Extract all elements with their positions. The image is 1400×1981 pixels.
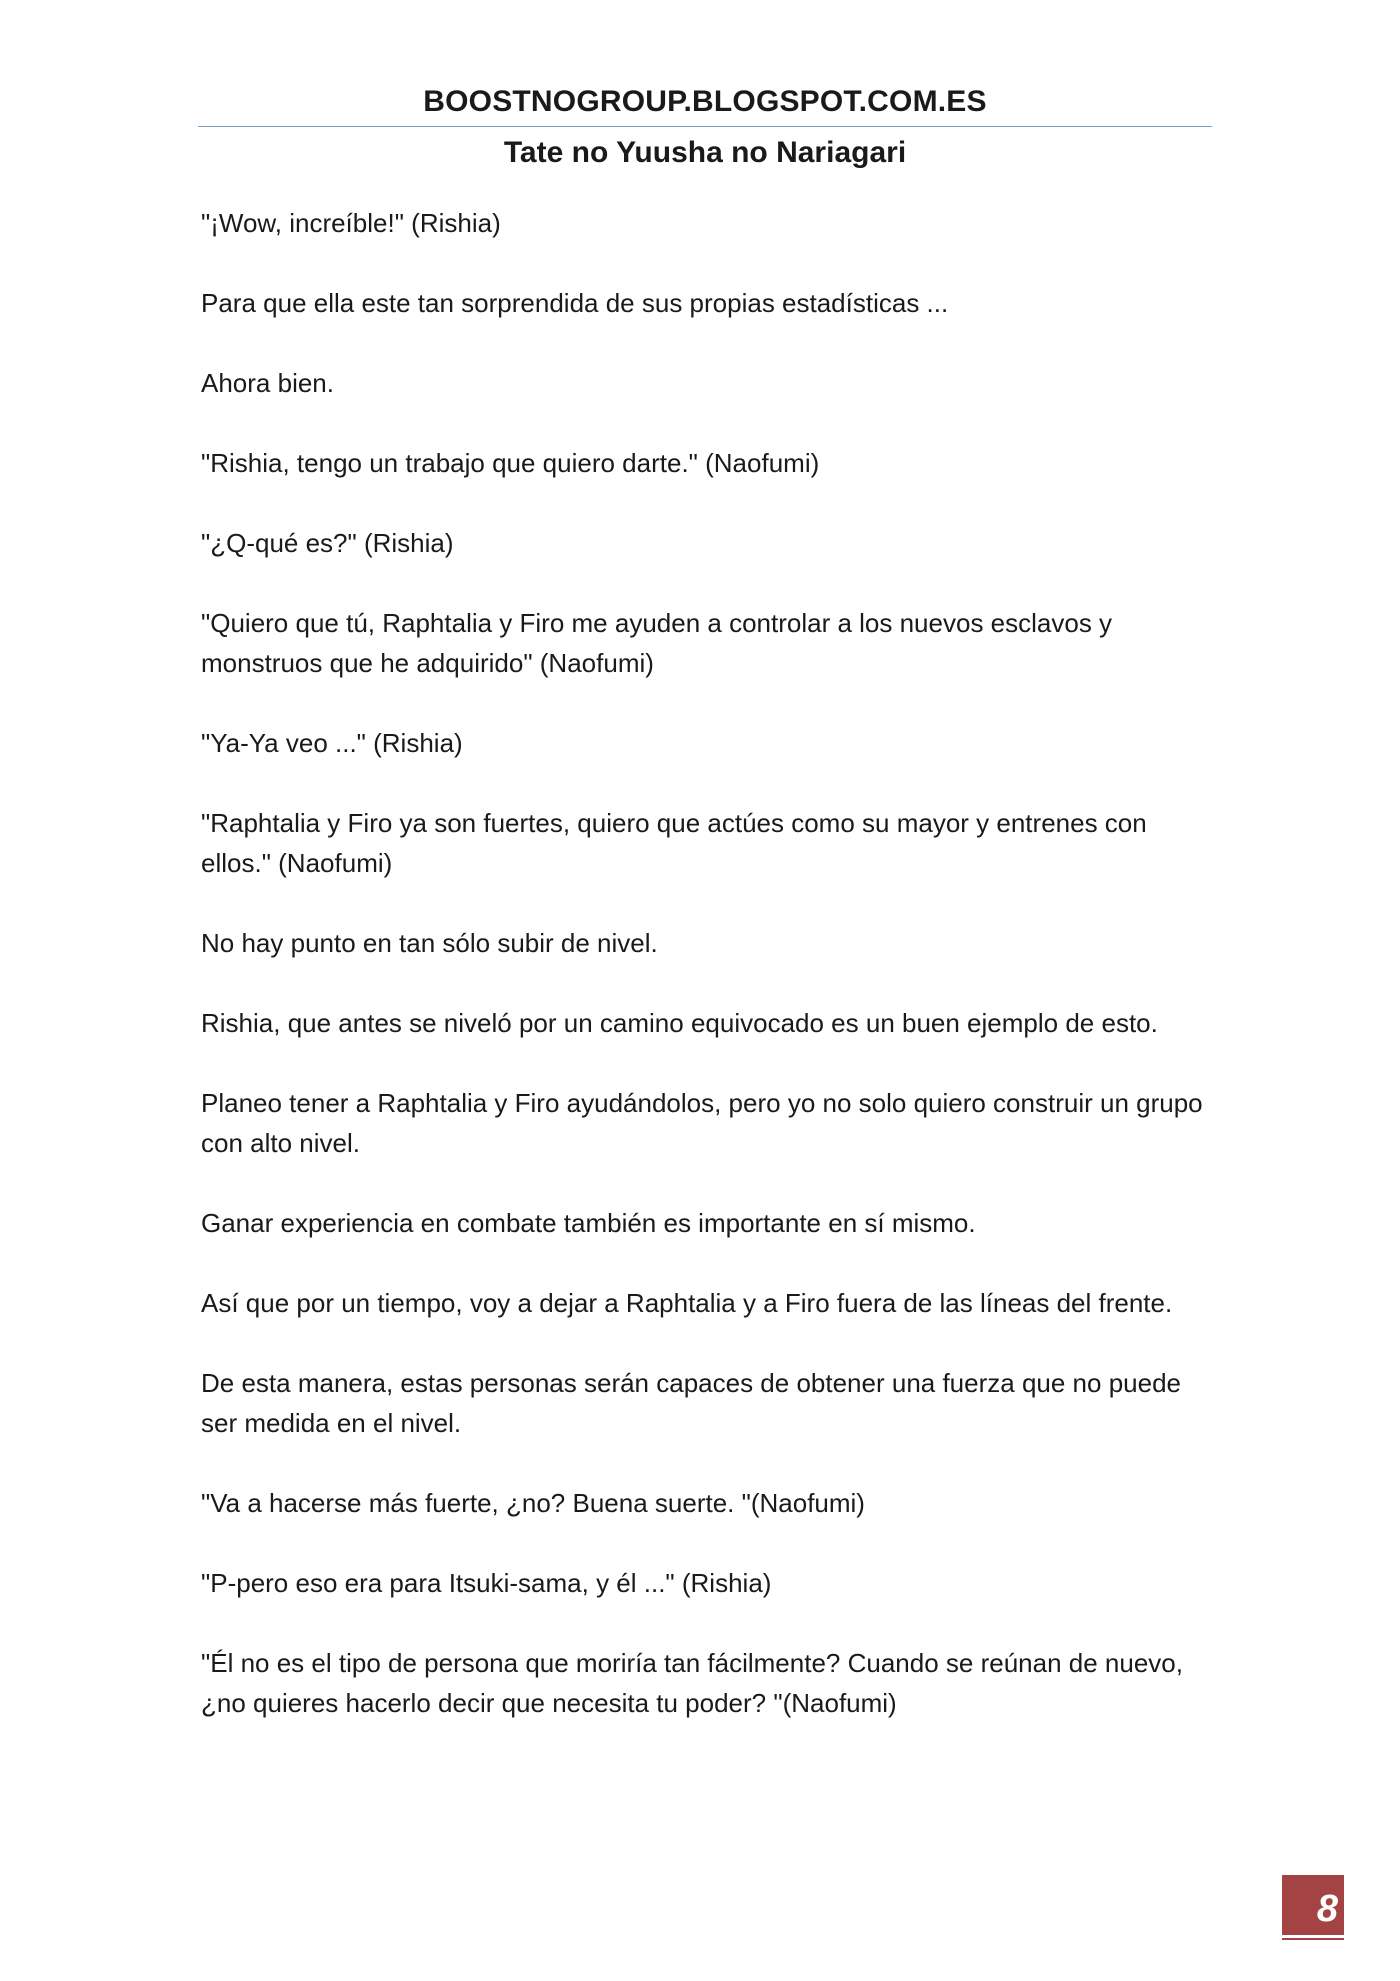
paragraph: "¡Wow, increíble!" (Rishia) [201, 208, 501, 238]
page-number-badge [1282, 1875, 1344, 1935]
paragraph: Ahora bien. [201, 368, 334, 398]
paragraph: "Va a hacerse más fuerte, ¿no? Buena suerte. "(Naofumi) [201, 1488, 865, 1518]
body-text [201, 203, 1211, 1763]
page-number-underline [1282, 1938, 1344, 1940]
paragraph: "Rishia, tengo un trabajo que quiero darte." (Naofumi) [201, 448, 820, 478]
paragraph: "¿Q-qué es?" (Rishia) [201, 528, 454, 558]
book-title: Tate no Yuusha no Nariagari [503, 136, 907, 169]
paragraph: Para que ella este tan sorprendida de sus propias estadísticas ... [201, 288, 949, 318]
paragraph: "Raphtalia y Firo ya son fuertes, quiero que actúes como su mayor y entrenes con ellos." (Naofumi) [201, 808, 1147, 878]
paragraph: Así que por un tiempo, voy a dejar a Raphtalia y a Firo fuera de las líneas del frente. [201, 1288, 1173, 1318]
paragraph: Planeo tener a Raphtalia y Firo ayudándolos, pero yo no solo quiero construir un grupo con alto nivel. [201, 1088, 1203, 1158]
paragraph: No hay punto en tan sólo subir de nivel. [201, 928, 658, 958]
paragraph: "Quiero que tú, Raphtalia y Firo me ayuden a controlar a los nuevos esclavos y monstruos que he adquirido" (Naofumi) [201, 608, 1113, 678]
paragraph: De esta manera, estas personas serán capaces de obtener una fuerza que no puede ser medida en el nivel. [201, 1368, 1181, 1438]
site-name: BOOSTNOGROUP.BLOGSPOT.COM.ES [423, 85, 987, 118]
header-divider [198, 126, 1212, 127]
paragraph: Ganar experiencia en combate también es importante en sí mismo. [201, 1208, 976, 1238]
page-number: 8 [1316, 1888, 1338, 1930]
paragraph: "P-pero eso era para Itsuki-sama, y él ..." (Rishia) [201, 1568, 772, 1598]
paragraph: "Ya-Ya veo ..." (Rishia) [201, 728, 463, 758]
page-header [198, 82, 1212, 173]
paragraph: Rishia, que antes se niveló por un camino equivocado es un buen ejemplo de esto. [201, 1008, 1158, 1038]
paragraph: "Él no es el tipo de persona que moriría tan fácilmente? Cuando se reúnan de nuevo, ¿no quieres hacerlo decir que necesita tu poder? "(Naofumi) [201, 1648, 1183, 1718]
